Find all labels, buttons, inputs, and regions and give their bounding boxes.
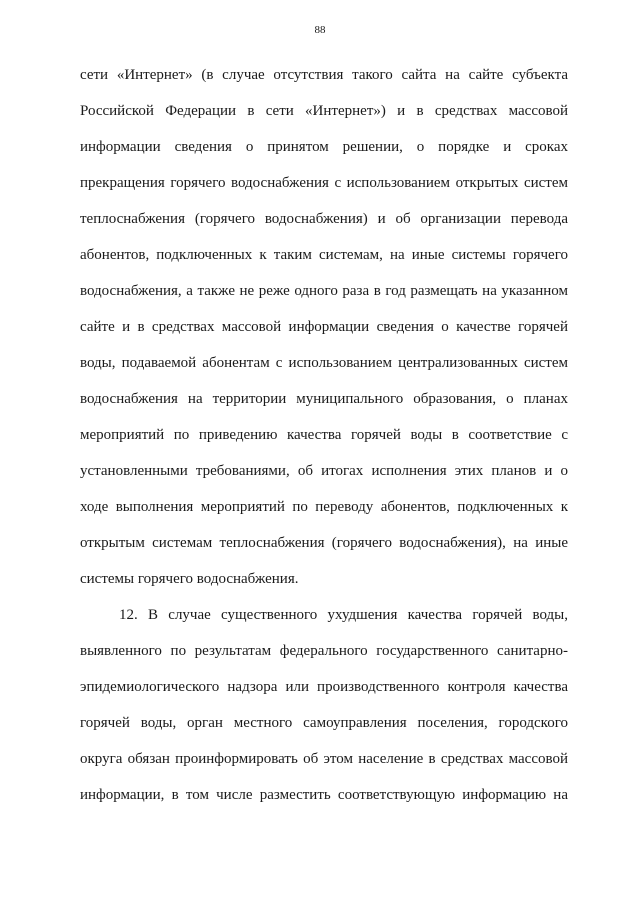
page-number: 88: [314, 24, 326, 36]
text-line: информации, в том числе разместить соответствующую информацию на: [80, 787, 568, 803]
text-line: водоснабжения, а также не реже одного раза в год размещать на указанном: [80, 283, 568, 299]
text-line: воды, подаваемой абонентам с использованием централизованных систем: [80, 355, 568, 371]
text-line: округа обязан проинформировать об этом население в средствах массовой: [80, 751, 568, 767]
text-line: эпидемиологического надзора или производственного контроля качества: [80, 679, 568, 695]
text-line: теплоснабжения (горячего водоснабжения) и об организации перевода: [80, 211, 568, 227]
text-line: информации сведения о принятом решении, о порядке и сроках: [80, 139, 568, 155]
text-line: Российской Федерации в сети «Интернет») и в средствах массовой: [80, 103, 568, 119]
text-line: горячей воды, орган местного самоуправления поселения, городского: [80, 715, 568, 731]
text-line: прекращения горячего водоснабжения с использованием открытых систем: [80, 175, 568, 191]
text-line: мероприятий по приведению качества горячей воды в соответствие с: [80, 427, 568, 443]
paragraph-12-first-line: 12. В случае существенного ухудшения качества горячей воды,: [119, 607, 568, 623]
text-line: ходе выполнения мероприятий по переводу абонентов, подключенных к: [80, 499, 568, 515]
text-line: сети «Интернет» (в случае отсутствия такого сайта на сайте субъекта: [80, 67, 568, 83]
text-line: выявленного по результатам федерального государственного санитарно-: [80, 643, 568, 659]
text-line: сайте и в средствах массовой информации сведения о качестве горячей: [80, 319, 568, 335]
text-line: водоснабжения на территории муниципального образования, о планах: [80, 391, 568, 407]
text-line: абонентов, подключенных к таким системам, на иные системы горячего: [80, 247, 568, 263]
text-line: установленными требованиями, об итогах исполнения этих планов и о: [80, 463, 568, 479]
body-text: [80, 57, 568, 813]
text-line: открытым системам теплоснабжения (горячего водоснабжения), на иные: [80, 535, 568, 551]
paragraph-end-line: системы горячего водоснабжения.: [80, 571, 299, 587]
